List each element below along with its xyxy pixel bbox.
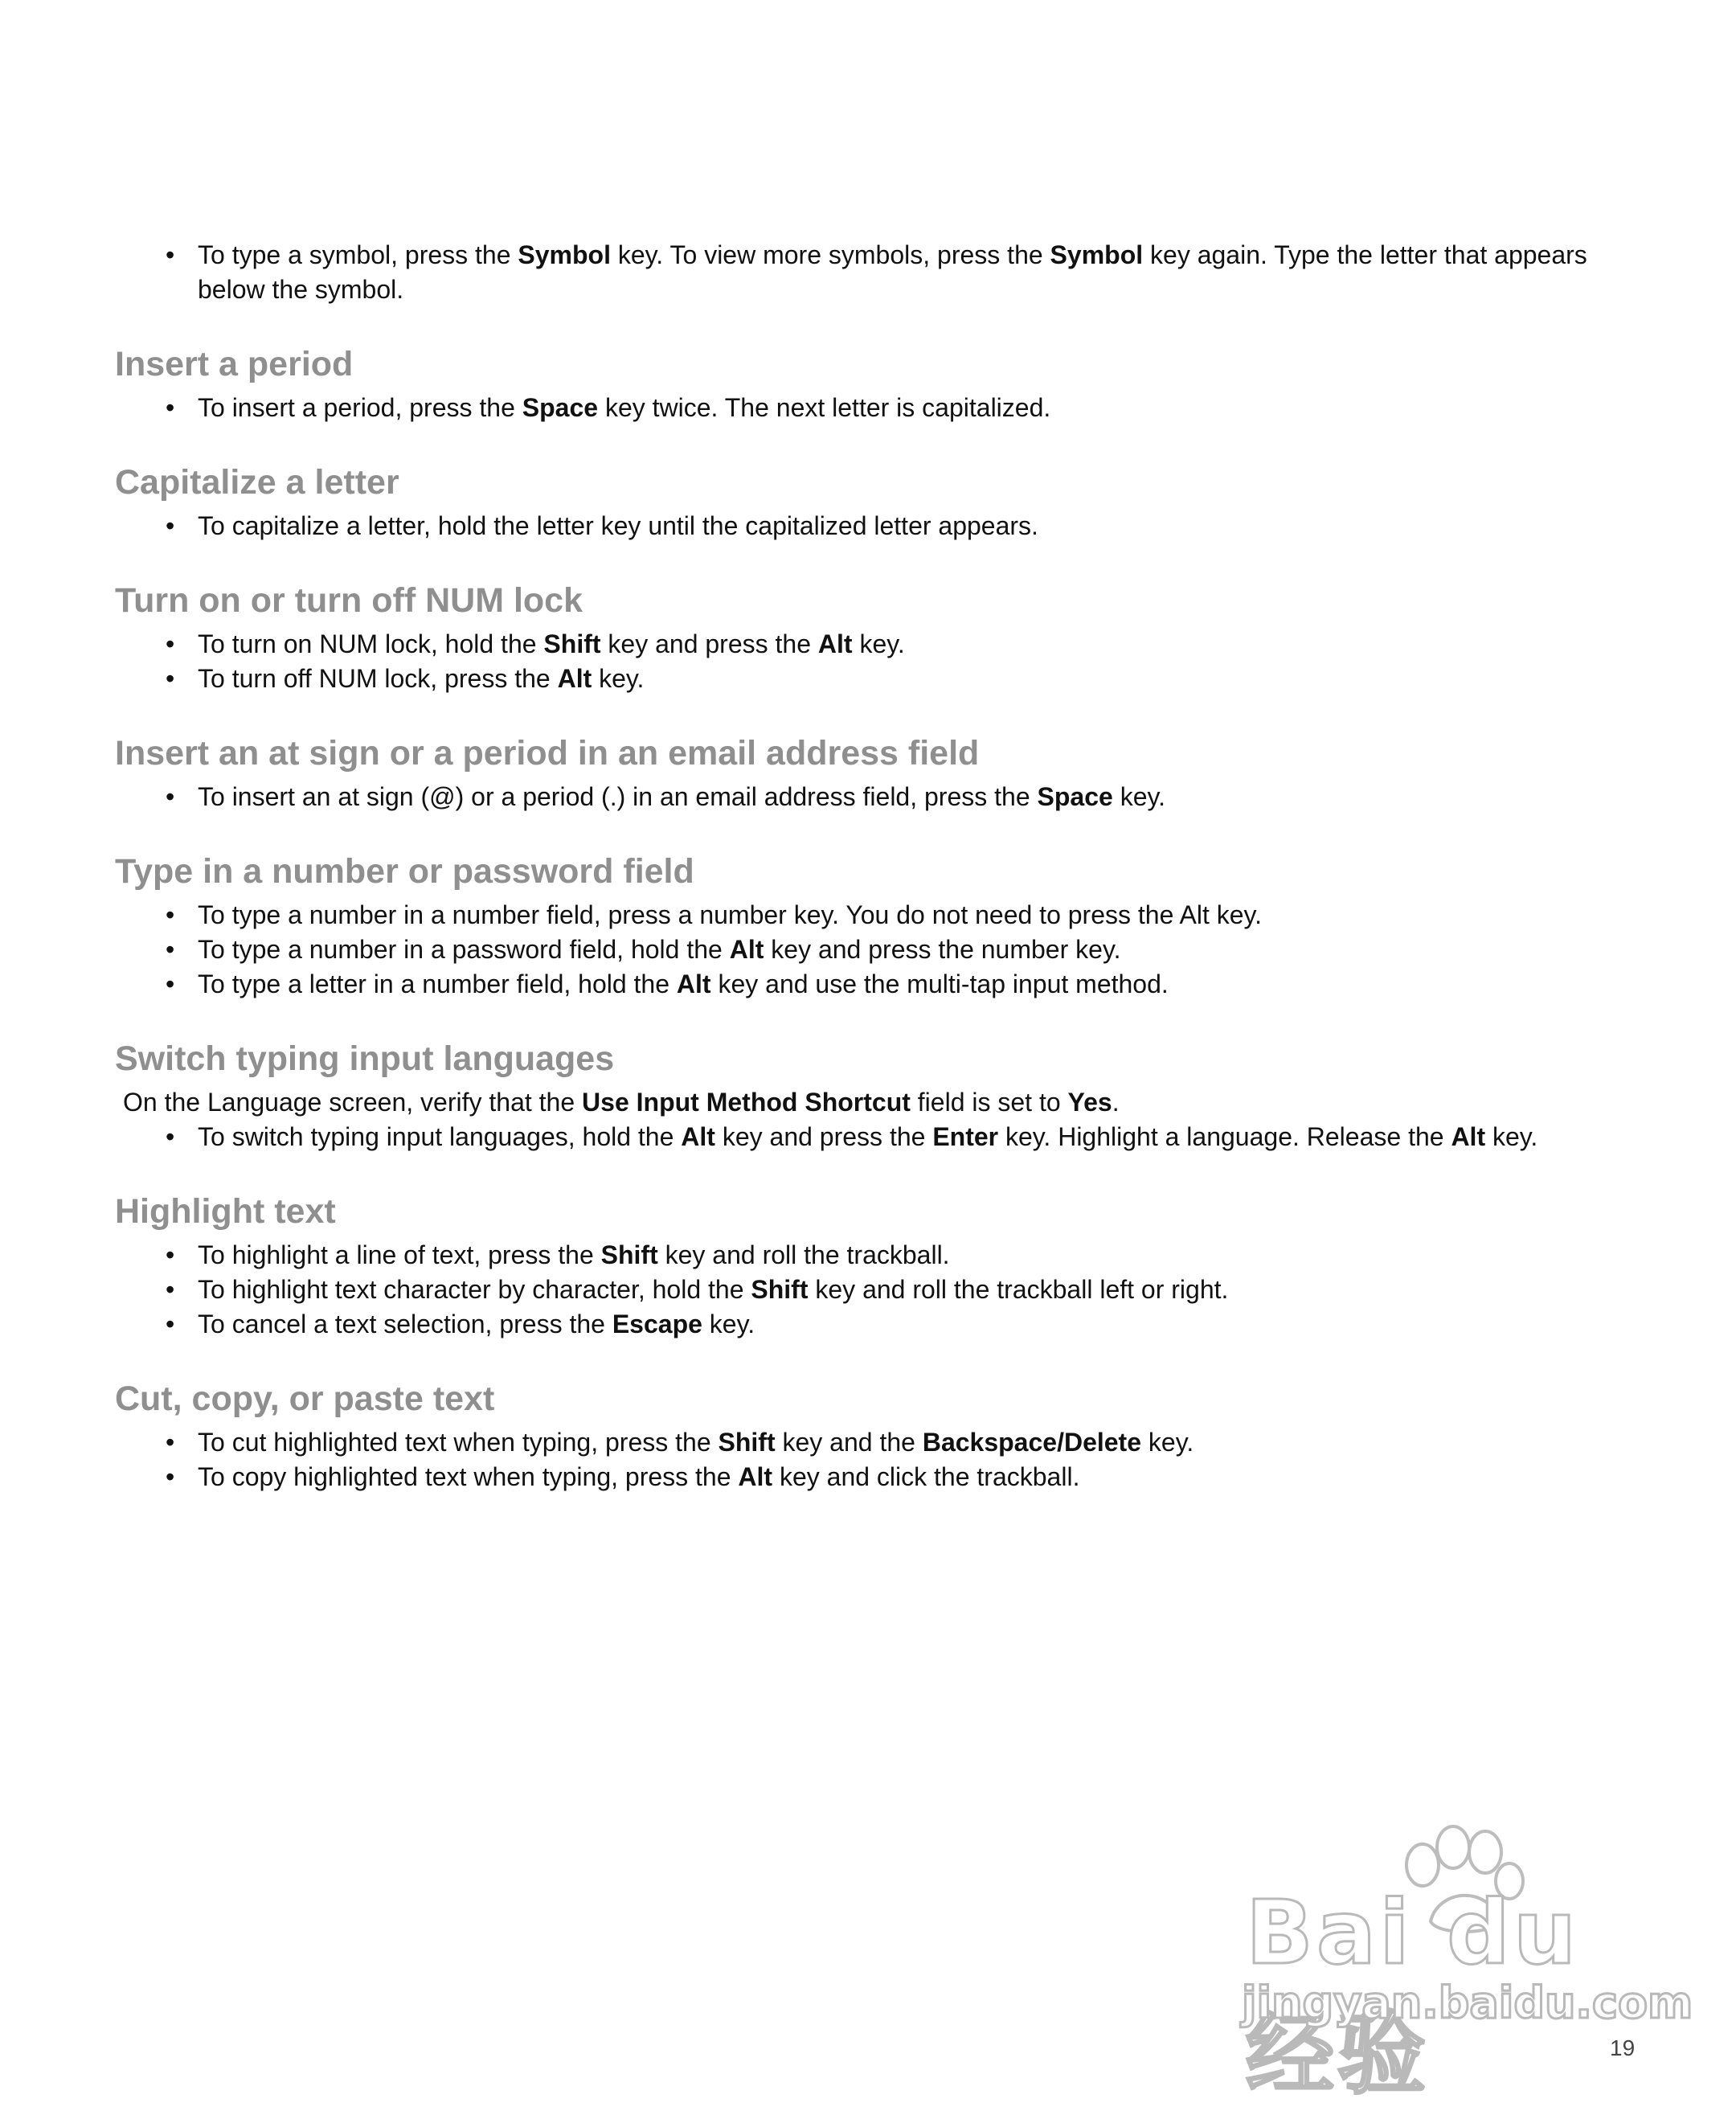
bullet-item: [166, 933, 1634, 967]
key-name: Backspace/Delete: [922, 1428, 1141, 1457]
bullet-list: [115, 391, 1634, 425]
bullet-list: [115, 1120, 1634, 1154]
key-name: Enter: [932, 1122, 999, 1151]
text-run: key twice. The next letter is capitalized.: [598, 393, 1051, 422]
text-run: key again. Type the letter that appears below the symbol.: [198, 240, 1587, 304]
section: [115, 1189, 1634, 1342]
key-name: Space: [1037, 782, 1113, 811]
text-run: key.: [1141, 1428, 1194, 1457]
key-name: Symbol: [518, 240, 611, 269]
page-number: 19: [1610, 2035, 1636, 2060]
bullet-list: [115, 1238, 1634, 1342]
section: [115, 731, 1634, 814]
key-name: Alt: [817, 629, 853, 658]
text-run: key.: [1112, 782, 1165, 811]
text-run: To highlight text character by character, hold the: [198, 1275, 751, 1304]
key-name: Symbol: [1050, 240, 1144, 269]
text-run: key.: [852, 629, 905, 658]
section: [115, 460, 1634, 543]
text-run: To cut highlighted text when typing, press the: [198, 1428, 719, 1457]
bullet-item: [166, 780, 1634, 814]
bullet-item: [166, 1238, 1634, 1273]
section-heading: Insert a period: [115, 345, 354, 383]
text-run: To type a number in a number field, press a number key. You do not need to press the Alt key.: [198, 900, 1263, 929]
section-intro: [115, 1085, 1634, 1120]
bullet-list: [115, 1425, 1634, 1494]
key-name: Yes: [1067, 1088, 1112, 1117]
section: [115, 342, 1634, 425]
section-heading: Highlight text: [115, 1192, 336, 1231]
bullet-item: [166, 1307, 1634, 1342]
watermark-url: jingyan.baidu.com: [1242, 1978, 1693, 2028]
section-heading: Insert an at sign or a period in an email address field: [115, 734, 980, 773]
key-name: Escape: [612, 1310, 702, 1338]
text-run: .: [1112, 1088, 1120, 1117]
section: [115, 1036, 1634, 1154]
text-run: To switch typing input languages, hold the: [198, 1122, 682, 1151]
text-run: To type a number in a password field, hold the: [198, 935, 730, 964]
bullet-list: [115, 509, 1634, 543]
text-run: key and click the trackball.: [772, 1462, 1080, 1491]
key-name: Alt: [676, 969, 711, 998]
bullet-item: [166, 509, 1634, 543]
key-name: Alt: [557, 664, 592, 693]
text-run: key and press the number key.: [764, 935, 1121, 964]
text-run: On the Language screen, verify that the: [123, 1088, 583, 1117]
text-run: To insert a period, press the: [198, 393, 522, 422]
bullet-item: [166, 627, 1634, 662]
text-run: key and roll the trackball.: [657, 1240, 950, 1269]
bullet-item: [166, 238, 1634, 307]
text-run: key and roll the trackball left or right.: [808, 1275, 1229, 1304]
section: [115, 578, 1634, 696]
watermark-brand: Bai du 经验: [1246, 1881, 1580, 2106]
text-run: key.: [592, 664, 645, 693]
bullet-item: [166, 1120, 1634, 1154]
key-name: Shift: [600, 1240, 658, 1269]
text-run: To turn on NUM lock, hold the: [198, 629, 544, 658]
text-run: To capitalize a letter, hold the letter key until the capitalized letter appears.: [198, 511, 1038, 540]
text-run: key. Highlight a language. Release the: [998, 1122, 1451, 1151]
text-run: key and press the: [600, 629, 818, 658]
text-run: To highlight a line of text, press the: [198, 1240, 601, 1269]
bullet-list: [115, 238, 1634, 307]
bullet-list: [115, 898, 1634, 1002]
text-run: To cancel a text selection, press the: [198, 1310, 612, 1338]
bullet-item: [166, 1460, 1634, 1494]
text-run: To turn off NUM lock, press the: [198, 664, 558, 693]
page-content: [115, 238, 1634, 1529]
text-run: field is set to: [910, 1088, 1068, 1117]
key-name: Shift: [718, 1428, 776, 1457]
bullet-list: [115, 627, 1634, 696]
section-heading: Cut, copy, or paste text: [115, 1379, 495, 1418]
section-heading: Turn on or turn off NUM lock: [115, 581, 583, 620]
text-run: To insert an at sign (@) or a period (.) in an email address field, press the: [198, 782, 1038, 811]
bullet-item: [166, 1425, 1634, 1460]
text-run: To copy highlighted text when typing, press the: [198, 1462, 739, 1491]
bullet-item: [166, 391, 1634, 425]
section-heading: Switch typing input languages: [115, 1039, 615, 1078]
section-heading: Capitalize a letter: [115, 463, 399, 502]
key-name: Alt: [738, 1462, 773, 1491]
key-name: Use Input Method Shortcut: [582, 1088, 911, 1117]
bullet-item: [166, 1273, 1634, 1307]
bullet-item: [166, 662, 1634, 696]
bullet-item: [166, 898, 1634, 933]
key-name: Space: [522, 393, 599, 422]
section: [115, 849, 1634, 1002]
text-run: key and use the multi-tap input method.: [710, 969, 1169, 998]
key-name: Alt: [729, 935, 764, 964]
key-name: Alt: [1451, 1122, 1486, 1151]
text-run: key and the: [775, 1428, 923, 1457]
key-name: Alt: [681, 1122, 715, 1151]
text-run: To type a letter in a number field, hold the: [198, 969, 677, 998]
key-name: Shift: [543, 629, 601, 658]
text-run: To type a symbol, press the: [198, 240, 518, 269]
text-run: key.: [702, 1310, 755, 1338]
section: [115, 238, 1634, 307]
section: [115, 1376, 1634, 1494]
text-run: key. To view more symbols, press the: [610, 240, 1050, 269]
section-heading: Type in a number or password field: [115, 852, 694, 891]
text-run: key.: [1485, 1122, 1538, 1151]
text-run: key and press the: [714, 1122, 933, 1151]
bullet-list: [115, 780, 1634, 814]
key-name: Shift: [751, 1275, 809, 1304]
bullet-item: [166, 967, 1634, 1002]
